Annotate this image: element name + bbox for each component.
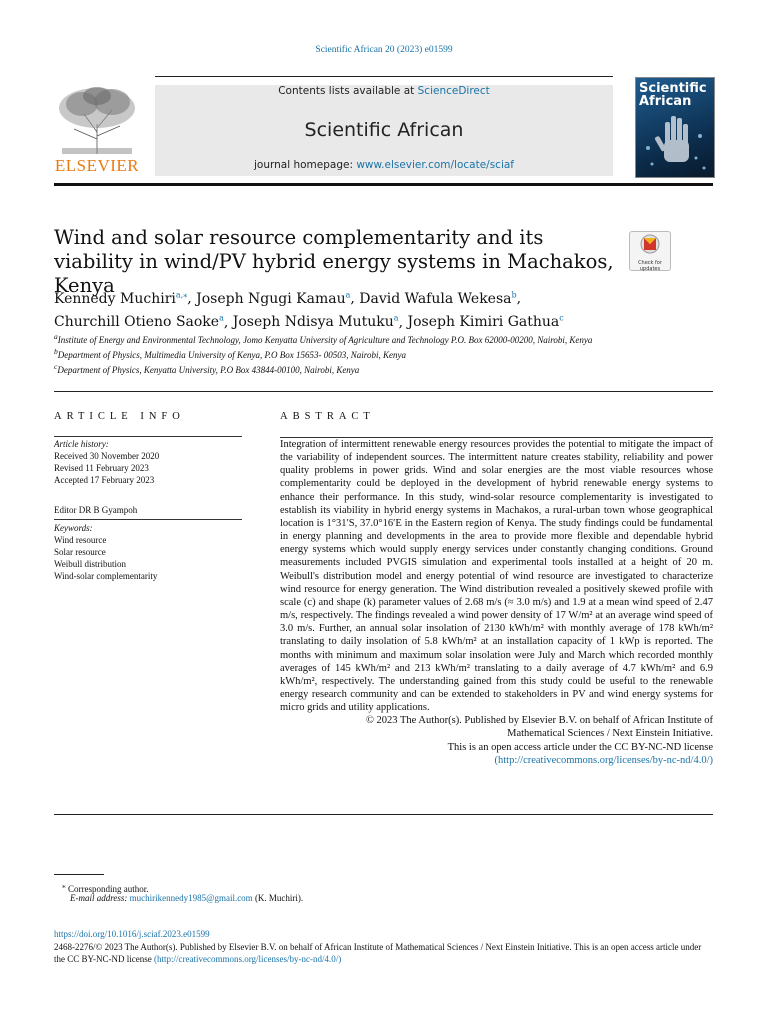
author-name: Kennedy Muchiri: [54, 290, 176, 307]
author-affiliation-mark[interactable]: a,⁎: [175, 290, 188, 299]
author[interactable]: [54, 291, 187, 307]
corresponding-text: Corresponding author.: [68, 884, 149, 894]
affiliation-text: Institute of Energy and Environmental Technology, Jomo Kenyatta University of Agriculture and Technology P.O. Box 62000-00200, Nairobi, Kenya: [57, 335, 593, 345]
doi-block: [54, 928, 713, 965]
article-title: Wind and solar resource complementarity and its viability in wind/PV hybrid energy systems in Machakos, Kenya: [54, 226, 614, 297]
author-separator: ,: [223, 314, 233, 331]
header-top-rule: [155, 76, 613, 77]
info-rule: [54, 436, 242, 437]
email-owner: (K. Muchiri).: [254, 893, 304, 903]
crossmark-label: [630, 260, 670, 272]
author[interactable]: [54, 314, 224, 330]
abstract-bottom-rule: [54, 814, 713, 815]
author-name: Joseph Ndisya Mutuku: [232, 314, 394, 331]
homepage-line: [155, 159, 613, 171]
history-label: Article history:: [54, 439, 109, 449]
affiliations: [54, 331, 654, 376]
author-list: [54, 285, 714, 332]
journal-citation[interactable]: Scientific African 20 (2023) e01599: [315, 45, 453, 55]
crossmark-label-line-2: updates: [639, 266, 661, 272]
author[interactable]: [359, 291, 516, 307]
copyright-line-3: This is an open access article under the CC BY-NC-ND license: [447, 741, 713, 753]
abstract-paragraph: Integration of intermittent renewable energy resources provides the potential to mitigate the impact of the variability of independent sources. The intermittent nature creates stability, reliability and power quality problems in power grids. Wind and solar energies are the most viable resources whose complementarity could be deployed in the development of hybrid renewable energy systems to enhance their performance. In this study, wind-solar resource complementarity is investigated to establish its viability in hybrid energy systems in Machakos, a rural-urban town whose geographical location is 1°31′S, 37.0°16′E in the Eastern region of Kenya. The study findings could be fundamental in energy planning and developments in the area to provide more flexible and dependable hybrid energy systems which would supply energy services under constantly changing conditions. Ground measurements included PVGIS simulation and experimental tools installed at a height of 20 m. Weibull's distribution model and energy potential of wind resource are investigated to characterize wind resource for energy generation. The Wind distribution revealed a positively skewed profile with scale (c) and shape (k) parameter values of 2.68 m/s (≈ 3.0 m/s) and 1.9 at a mean wind speed of 2.47 m/s, respectively. The findings revealed a wind power density of 17 W/m² at an average wind speed of 3.0 m/s. Further, an annual solar insolation of 2130 kWh/m² with monthly average of 178 kWh/m² translating to daily insolation of 5.8 kWh/m² at an installation capacity of 1 kWp is reported. The months with minimum and maximum solar insolation were July and March which recorded monthly averages of 145 kWh/m² and 213 kWh/m² translating to a daily average of 4.7 kWh/m² and 6.9 kWh/m², respectively. The understanding gained from this study could be useful to the renewable energy research community and can be extended to stakeholders in PV and wind energy systems for micro grids and utility applications.: [280, 439, 713, 714]
affiliation-key: a: [54, 332, 58, 341]
author-separator: ,: [187, 290, 197, 307]
cover-title-line-1: Scientific: [639, 81, 707, 96]
email-link[interactable]: muchirikennedy1985@gmail.com: [129, 893, 253, 903]
abstract-body: [280, 437, 713, 767]
keyword-item: Solar resource: [54, 547, 106, 557]
accepted-date: Accepted 17 February 2023: [54, 475, 155, 485]
contents-prefix: Contents lists available at: [278, 85, 418, 97]
keyword-item: Weibull distribution: [54, 559, 127, 569]
affiliations-rule: [54, 391, 713, 392]
journal-name: Scientific African: [304, 119, 464, 141]
author[interactable]: [407, 314, 563, 330]
affiliation-item: [54, 346, 654, 361]
corresponding-marker: ⁎: [62, 881, 66, 890]
author-name: Joseph Ngugi Kamau: [196, 290, 346, 307]
contents-line: [155, 85, 613, 97]
author-separator: ,: [516, 290, 522, 307]
journal-cover[interactable]: [635, 77, 715, 178]
crossmark-label-line-1: Check for: [638, 260, 662, 266]
affiliation-key: b: [54, 347, 58, 356]
hand-icon: [636, 78, 714, 177]
affiliation-item: [54, 361, 654, 376]
editor: Editor DR B Gyampoh: [54, 505, 138, 515]
elsevier-tree-icon: [54, 84, 140, 156]
keyword-item: Wind resource: [54, 535, 107, 545]
cover-title-line-2: African: [639, 94, 692, 109]
affiliation-key: c: [54, 362, 58, 371]
affiliation-item: [54, 331, 654, 346]
email-label: E-mail address:: [70, 893, 128, 903]
doi-link[interactable]: https://doi.org/10.1016/j.sciaf.2023.e01599: [54, 929, 210, 939]
license-link[interactable]: (http://creativecommons.org/licenses/by-nc-nd/4.0/): [494, 754, 713, 766]
keyword-item: Wind-solar complementarity: [54, 571, 158, 581]
received-date: Received 30 November 2020: [54, 451, 160, 461]
elsevier-wordmark: ELSEVIER: [54, 156, 140, 175]
article-info-heading: ARTICLE INFO: [54, 411, 185, 422]
copyright-line-2: Mathematical Sciences / Next Einstein Initiative.: [507, 728, 713, 740]
author-separator: ,: [350, 290, 360, 307]
issn-line: [54, 941, 713, 965]
article-info: [54, 436, 242, 582]
abstract-heading: ABSTRACT: [280, 411, 375, 422]
author-affiliation-mark[interactable]: a: [219, 313, 224, 323]
homepage-prefix: journal homepage:: [254, 159, 357, 171]
check-for-updates-badge[interactable]: [629, 231, 671, 271]
info-rule: [54, 519, 242, 520]
affiliation-text: Department of Physics, Kenyatta University, P.O Box 43844-00100, Nairobi, Kenya: [57, 365, 360, 375]
issn-text: 2468-2276/© 2023 The Author(s). Published by Elsevier B.V. on behalf of African Institute of Mathematical Sciences / Next Einstein Initiative. This is an open access article under the CC BY-NC-ND license: [54, 942, 702, 964]
copyright-line-1: © 2023 The Author(s). Published by Elsevier B.V. on behalf of African Institute of: [365, 715, 713, 727]
author-separator: ,: [398, 314, 408, 331]
author-name: David Wafula Wekesa: [359, 290, 512, 307]
author[interactable]: [196, 291, 350, 307]
footnote-rule: [54, 874, 104, 875]
header-bottom-rule: [54, 183, 713, 186]
doi-license-link[interactable]: (http://creativecommons.org/licenses/by-nc-nd/4.0/): [154, 954, 342, 964]
revised-date: Revised 11 February 2023: [54, 463, 149, 473]
author-affiliation-mark[interactable]: c: [559, 313, 564, 323]
affiliation-text: Department of Physics, Multimedia University of Kenya, P.O Box 15653- 00503, Nairobi, Kenya: [57, 350, 406, 360]
sciencedirect-link[interactable]: ScienceDirect: [417, 85, 490, 97]
author-affiliation-mark[interactable]: a: [345, 290, 351, 299]
crossmark-icon: [630, 232, 670, 256]
journal-banner: [155, 85, 613, 176]
author-name: Churchill Otieno Saoke: [54, 314, 220, 331]
email-note: [70, 892, 303, 905]
author-affiliation-mark[interactable]: a: [393, 313, 399, 323]
author-name: Joseph Kimiri Gathua: [407, 314, 560, 331]
keywords-label: Keywords:: [54, 523, 93, 533]
author[interactable]: [233, 314, 399, 330]
homepage-link[interactable]: www.elsevier.com/locate/sciaf: [356, 159, 514, 171]
elsevier-logo[interactable]: [54, 84, 140, 176]
author-affiliation-mark[interactable]: b: [511, 290, 517, 299]
